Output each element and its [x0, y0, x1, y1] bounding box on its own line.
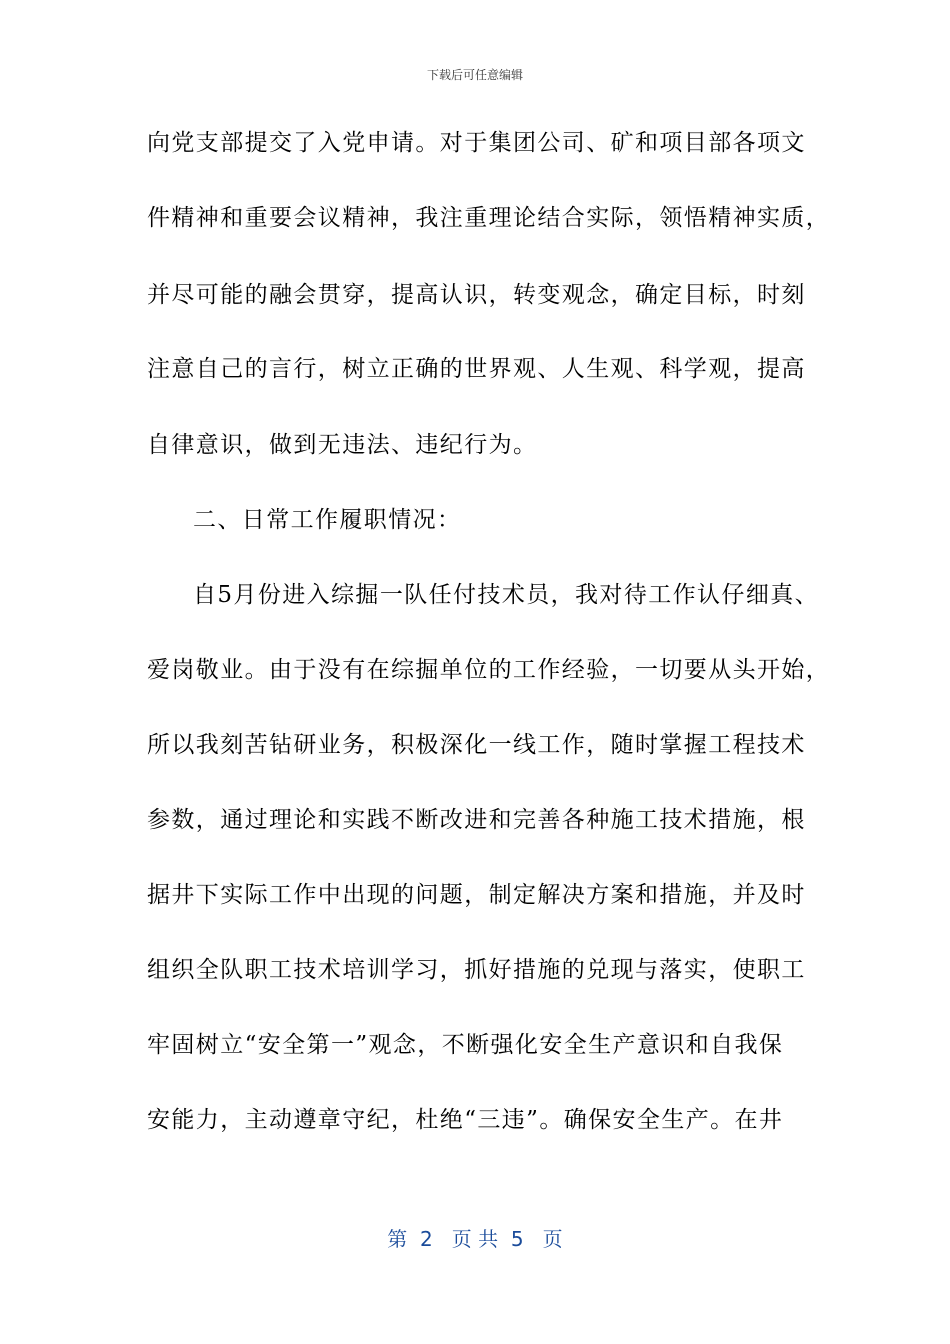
paragraph-line: 安能力，主动遵章守纪，杜绝“三违”。确保安全生产。在井 [147, 1107, 784, 1133]
paragraph-line: 所以我刻苦钻研业务，积极深化一线工作，随时掌握工程技术 [147, 732, 806, 758]
paragraph-line: 据井下实际工作中出现的问题，制定解决方案和措施，并及时 [147, 882, 806, 908]
paragraph-line: 爱岗敬业。由于没有在综掘单位的工作经验，一切要从头开始， [147, 657, 831, 683]
paragraph-line: 组织全队职工技术培训学习，抓好措施的兑现与落实，使职工 [147, 957, 806, 983]
paragraph-line: 并尽可能的融会贯穿，提高认识，转变观念，确定目标，时刻 [147, 282, 806, 308]
paragraph-line: 自5月份进入综掘一队任付技术员，我对待工作认仔细真、 [193, 582, 820, 608]
section-heading: 二、日常工作履职情况： [193, 507, 462, 533]
paragraph-line: 向党支部提交了入党申请。对于集团公司、矿和项目部各项文 [147, 130, 806, 156]
page-header: 下载后可任意编辑 [426, 68, 523, 82]
paragraph-line: 牢固树立“安全第一”观念，不断强化安全生产意识和自我保 [147, 1032, 784, 1058]
paragraph-line: 注意自己的言行，树立正确的世界观、人生观、科学观，提高 [147, 356, 806, 382]
paragraph-line: 自律意识，做到无违法、违纪行为。 [147, 432, 538, 458]
page-number-footer: 第 2 页 共 5 页 [387, 1227, 563, 1251]
paragraph-line: 件精神和重要会议精神，我注重理论结合实际，领悟精神实质， [147, 205, 831, 231]
paragraph-line: 参数，通过理论和实践不断改进和完善各种施工技术措施，根 [147, 807, 806, 833]
